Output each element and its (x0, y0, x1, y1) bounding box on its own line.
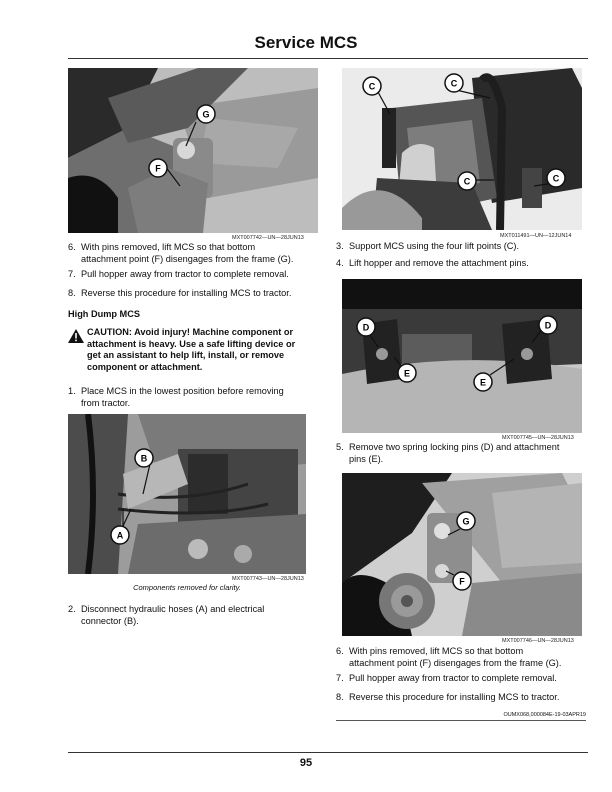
left-step-7: 7. Pull hopper away from tractor to complete removal. (68, 269, 289, 279)
right-step-5: 5. Remove two spring locking pins (D) and attachment pins (E). (336, 442, 560, 464)
figure-id: MXT007746—UN—28JUN13 (502, 638, 574, 644)
right-step-7: 7. Pull hopper away from tractor to complete removal. (336, 673, 557, 683)
figure-frame-attachment-left (68, 68, 318, 233)
figure-id: MXT007743—UN—28JUN13 (232, 576, 304, 582)
callout-g: G (202, 109, 210, 120)
left-step-8: 8. Reverse this procedure for installing MCS to tractor. (68, 288, 292, 298)
figure-attachment-pins (342, 279, 582, 433)
right-step-4: 4. Lift hopper and remove the attachment pins. (336, 258, 529, 268)
callouts (342, 279, 582, 433)
warning-triangle-icon (68, 329, 84, 343)
callouts (68, 414, 306, 574)
callout-c-1: C (368, 81, 376, 92)
figure-frame-attachment-right (342, 473, 582, 636)
callout-e-1: E (403, 368, 411, 379)
callout-e-2: E (479, 377, 487, 388)
page-title: Service MCS (254, 33, 358, 52)
footer-divider (68, 752, 588, 753)
callout-c-4: C (552, 173, 560, 184)
callout-g: G (462, 516, 470, 527)
title-divider (68, 58, 588, 59)
left-step-1: 1. Place MCS in the lowest position before removing from tractor. (68, 386, 284, 408)
figure-id: MXT007745—UN—28JUN13 (502, 435, 574, 441)
callouts (342, 473, 582, 636)
figure-lift-points (342, 68, 582, 230)
right-step-3: 3. Support MCS using the four lift points (C). (336, 241, 520, 251)
page-number: 95 (299, 757, 313, 769)
document-reference: OUMX068,000084E-19-03APR19 (503, 712, 586, 718)
callouts (342, 68, 582, 230)
section-heading: High Dump MCS (68, 309, 140, 319)
right-step-6: 6. With pins removed, lift MCS so that bottom attachment point (F) disengages from the frame (G). (336, 646, 562, 668)
callout-d-1: D (362, 322, 370, 333)
caution-text: CAUTION: Avoid injury! Machine component or attachment is heavy. Use a safe lifting device or get an assistant to help lift, install, or remove component or attachment. (87, 327, 296, 372)
right-step-8: 8. Reverse this procedure for installing MCS to tractor. (336, 692, 560, 702)
callout-c-2: C (450, 78, 458, 89)
callout-c-3: C (463, 176, 471, 187)
section-end-rule (336, 720, 586, 721)
left-step-2: 2. Disconnect hydraulic hoses (A) and electrical connector (B). (68, 604, 265, 626)
callout-a: A (116, 530, 124, 541)
callout-b: B (140, 453, 148, 464)
left-step-6: 6. With pins removed, lift MCS so that bottom attachment point (F) disengages from the frame (G). (68, 242, 294, 264)
figure-id: MXT011491—UN—12JUN14 (500, 233, 572, 239)
callout-f: F (459, 576, 465, 587)
figure-note: Components removed for clarity. (133, 583, 241, 592)
callouts (68, 68, 318, 233)
figure-id: MXT007742—UN—28JUN13 (232, 235, 304, 241)
callout-d-2: D (544, 320, 552, 331)
callout-f: F (155, 163, 161, 174)
figure-hydraulic-hoses (68, 414, 306, 574)
